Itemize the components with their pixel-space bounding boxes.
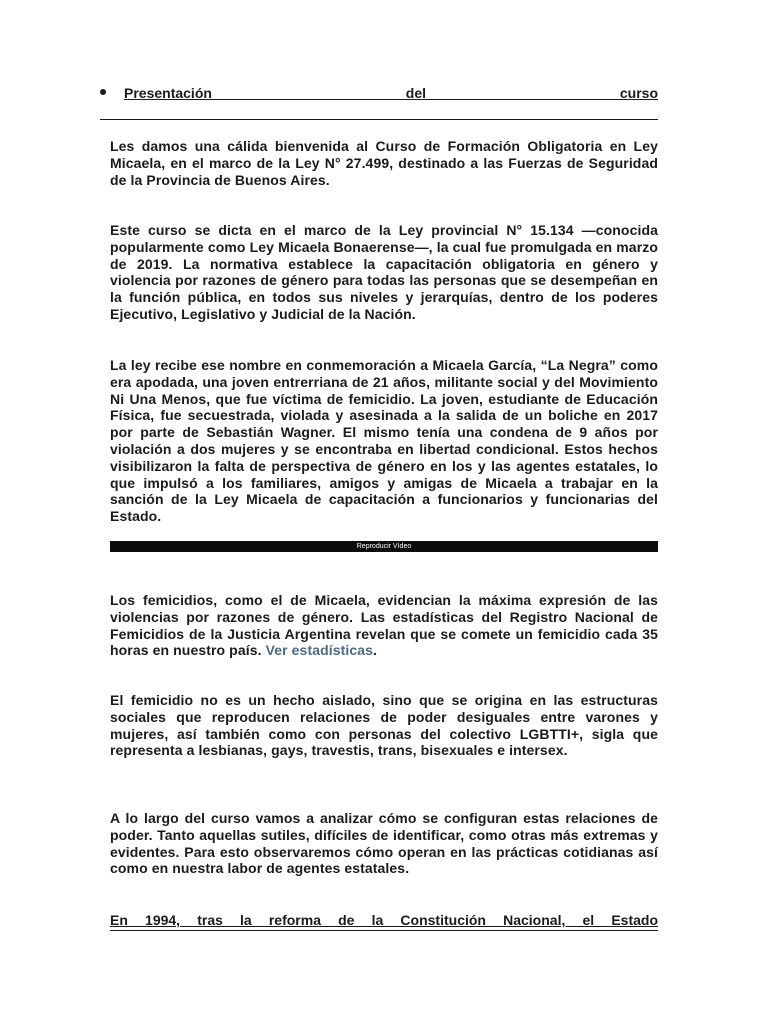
constitution-line: En 1994, tras la reforma de la Constitución Nacional, el Estado [110, 912, 658, 928]
statistics-link[interactable]: Ver estadísticas [265, 642, 374, 659]
section-heading-text: Presentación del curso [124, 85, 658, 101]
femicide-paragraph [110, 592, 658, 659]
welcome-paragraph: Les damos una cálida bienvenida al Curso de Formación Obligatoria en Ley Micaela, en el marco de la Ley N° 27.499, destinado a las Fuerzas de Seguridad de la Provincia de Buenos Aires. [110, 138, 658, 188]
femicide-paragraph-tail: . [373, 642, 378, 659]
bottom-divider [110, 930, 658, 931]
law-paragraph: Este curso se dicta en el marco de la Ley provincial N° 15.134 —conocida popularmente como Ley Micaela Bonaerense—, la cual fue promulgada en marzo de 2019. La normativa establece la capacitación obligatoria en género y violencia por razones de género para todas las personas que se desempeñan en la función pública, en todos sus niveles y jerarquías, dentro de los poderes Ejecutivo, Legislativo y Judicial de la Nación. [110, 222, 658, 322]
section-heading [100, 84, 658, 106]
bullet-icon [100, 89, 106, 95]
heading-divider [100, 119, 658, 120]
play-video-button[interactable]: Reproducir Vídeo [110, 541, 658, 552]
femicide-paragraph-text: Los femicidios, como el de Micaela, evidencian la máxima expresión de las violencias por razones de género. Las estadísticas del Registro Nacional de Femicidios de la Justicia Argentina revelan que se comete un femicidio cada 35 horas en nuestro país. [110, 592, 658, 659]
course-analysis-paragraph: A lo largo del curso vamos a analizar cómo se configuran estas relaciones de poder. Tanto aquellas sutiles, difíciles de identificar, como otras más extremas y evidentes. Para esto observaremos cómo operan en las prácticas cotidianas así como en nuestra labor de agentes estatales. [110, 810, 658, 877]
micaela-paragraph: La ley recibe ese nombre en conmemoración a Micaela García, “La Negra” como era apodada, una joven entrerriana de 21 años, militante social y del Movimiento Ni Una Menos, que fue víctima de femicidio. La joven, estudiante de Educación Física, fue secuestrada, violada y asesinada a la salida de un boliche en 2017 por parte de Sebastián Wagner. El mismo tenía una condena de 9 años por violación a dos mujeres y se encontraba en libertad condicional. Estos hechos visibilizaron la falta de perspectiva de género en los y las agentes estatales, lo que impulsó a los familiares, amigos y amigas de Micaela a trabajar en la sanción de la Ley Micaela de capacitación a funcionarios y funcionarias del Estado. [110, 357, 658, 525]
structures-paragraph: El femicidio no es un hecho aislado, sino que se origina en las estructuras sociales que reproducen relaciones de poder desiguales entre varones y mujeres, así también como con personas del colectivo LGBTTI+, sigla que representa a lesbianas, gays, travestis, trans, bisexuales e intersex. [110, 692, 658, 759]
